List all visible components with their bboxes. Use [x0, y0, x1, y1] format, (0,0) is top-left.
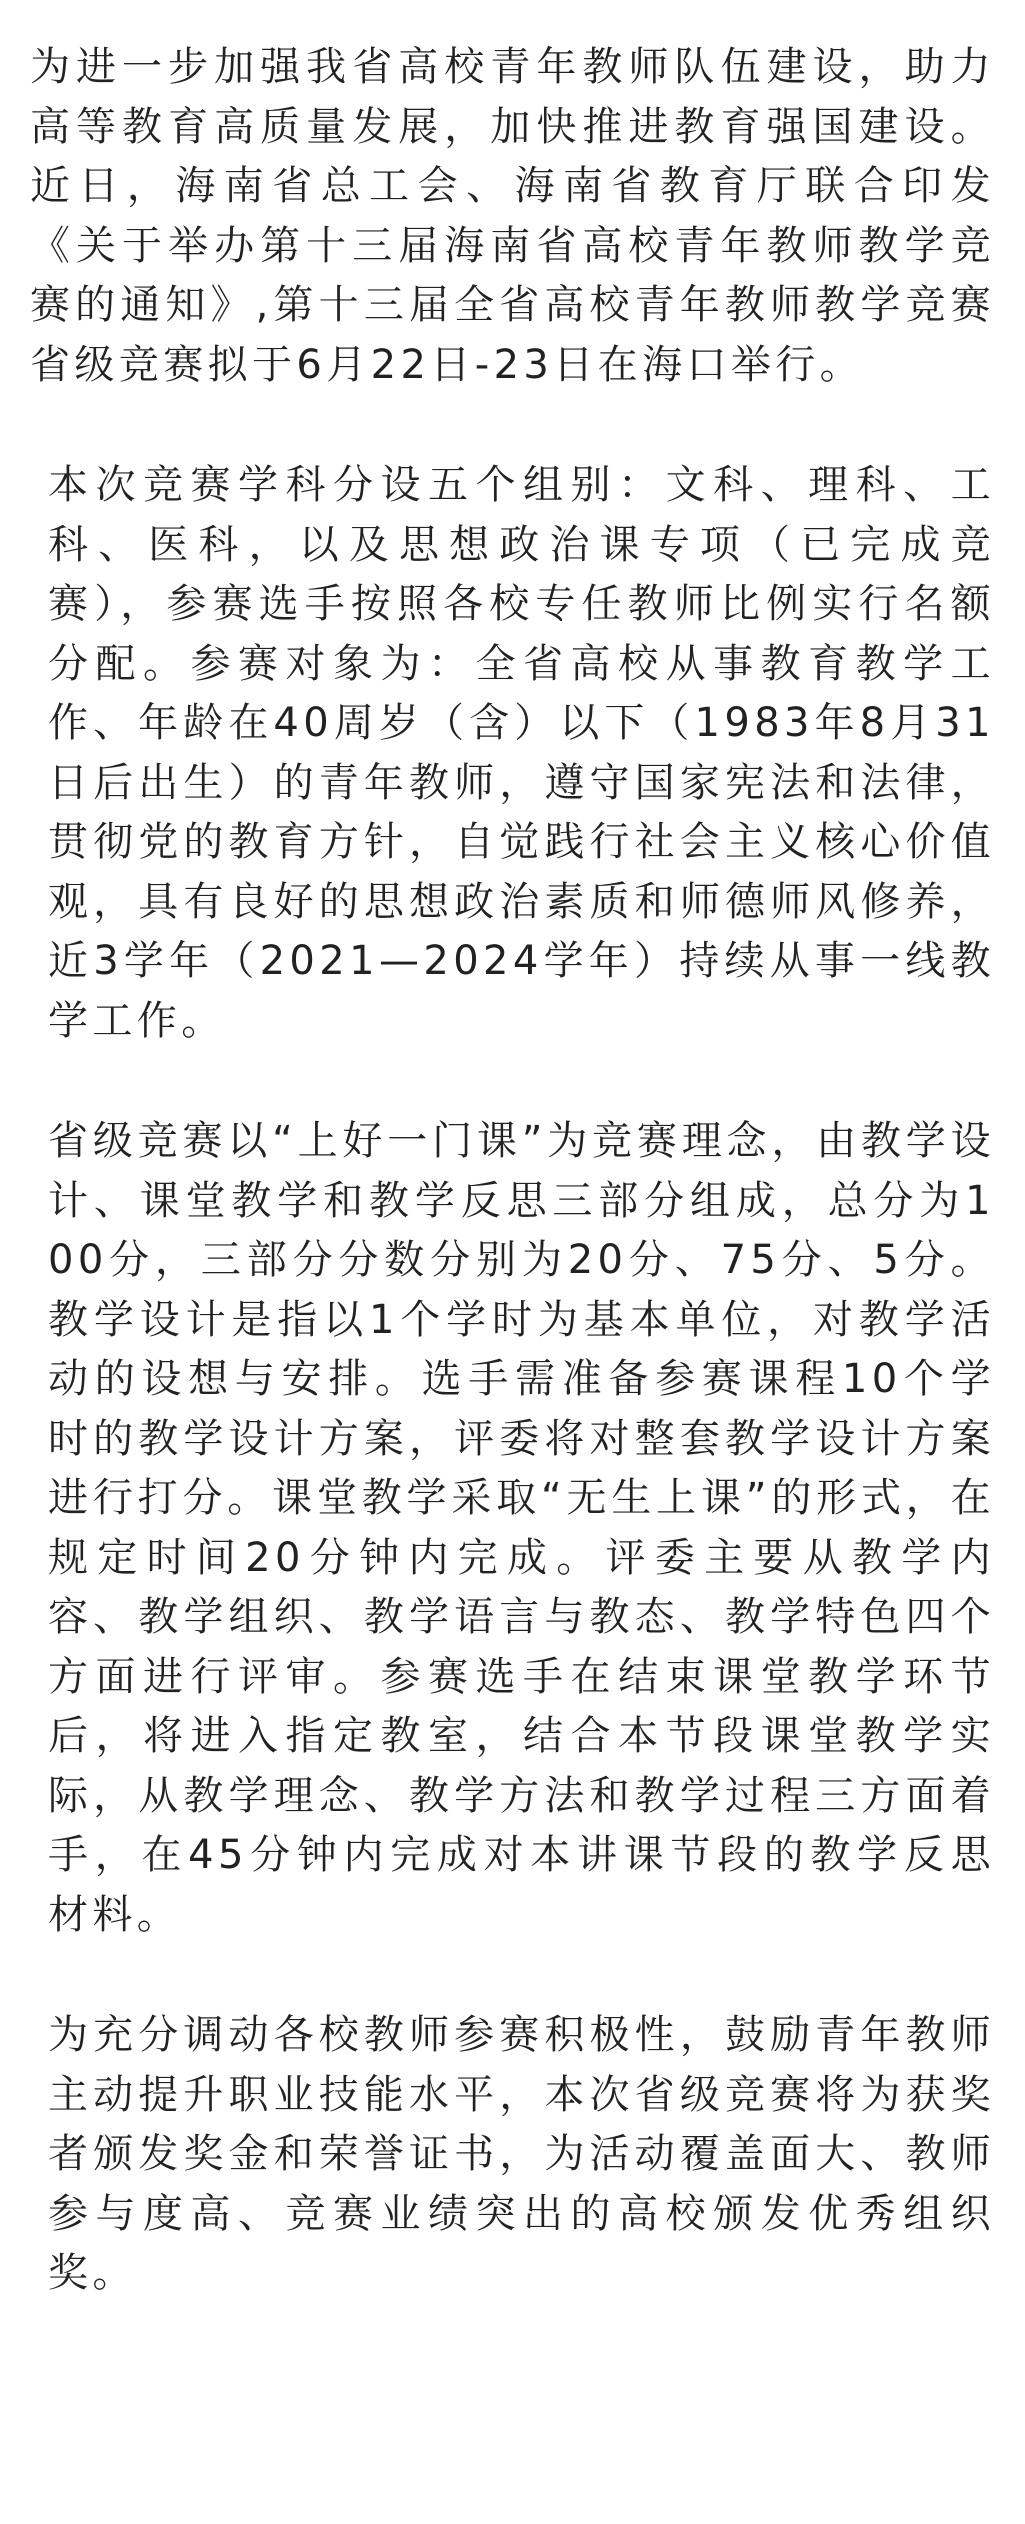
article-paragraph-2: 本次竞赛学科分设五个组别：文科、理科、工科、医科，以及思想政治课专项（已完成竞赛），参赛选手按照各校专任教师比例实行名额分配。参赛对象为：全省高校从事教育教学工作、年龄在40周岁（含）以下（1983年8月31日后出生）的青年教师，遵守国家宪法和法律，贯彻党的教育方针，自觉践行社会主义核心价值观，具有良好的思想政治素质和师德师风修养，近3学年（2021—2024学年）持续从事一线教学工作。	[48, 462, 995, 1044]
article-paragraph-4: 为充分调动各校教师参赛积极性，鼓励青年教师主动提升职业技能水平，本次省级竞赛将为获奖者颁发奖金和荣誉证书，为活动覆盖面大、教师参与度高、竞赛业绩突出的高校颁发优秀组织奖。	[48, 2012, 995, 2296]
article-paragraph-3: 省级竞赛以“上好一门课”为竞赛理念，由教学设计、课堂教学和教学反思三部分组成，总分为100分，三部分分数分别为20分、75分、5分。教学设计是指以1个学时为基本单位，对教学活动的设想与安排。选手需准备参赛课程10个学时的教学设计方案，评委将对整套教学设计方案进行打分。课堂教学采取“无生上课”的形式，在规定时间20分钟内完成。评委主要从教学内容、教学组织、教学语言与教态、教学特色四个方面进行评审。参赛选手在结束课堂教学环节后，将进入指定教室，结合本节段课堂教学实际，从教学理念、教学方法和教学过程三方面着手，在45分钟内完成对本讲课节段的教学反思材料。	[48, 1118, 995, 1938]
article-paragraph-1: 为进一步加强我省高校青年教师队伍建设，助力高等教育高质量发展，加快推进教育强国建设。近日，海南省总工会、海南省教育厅联合印发《关于举办第十三届海南省高校青年教师教学竞赛的通知》,第十三届全省高校青年教师教学竞赛省级竞赛拟于6月22日-23日在海口举行。	[30, 44, 995, 388]
